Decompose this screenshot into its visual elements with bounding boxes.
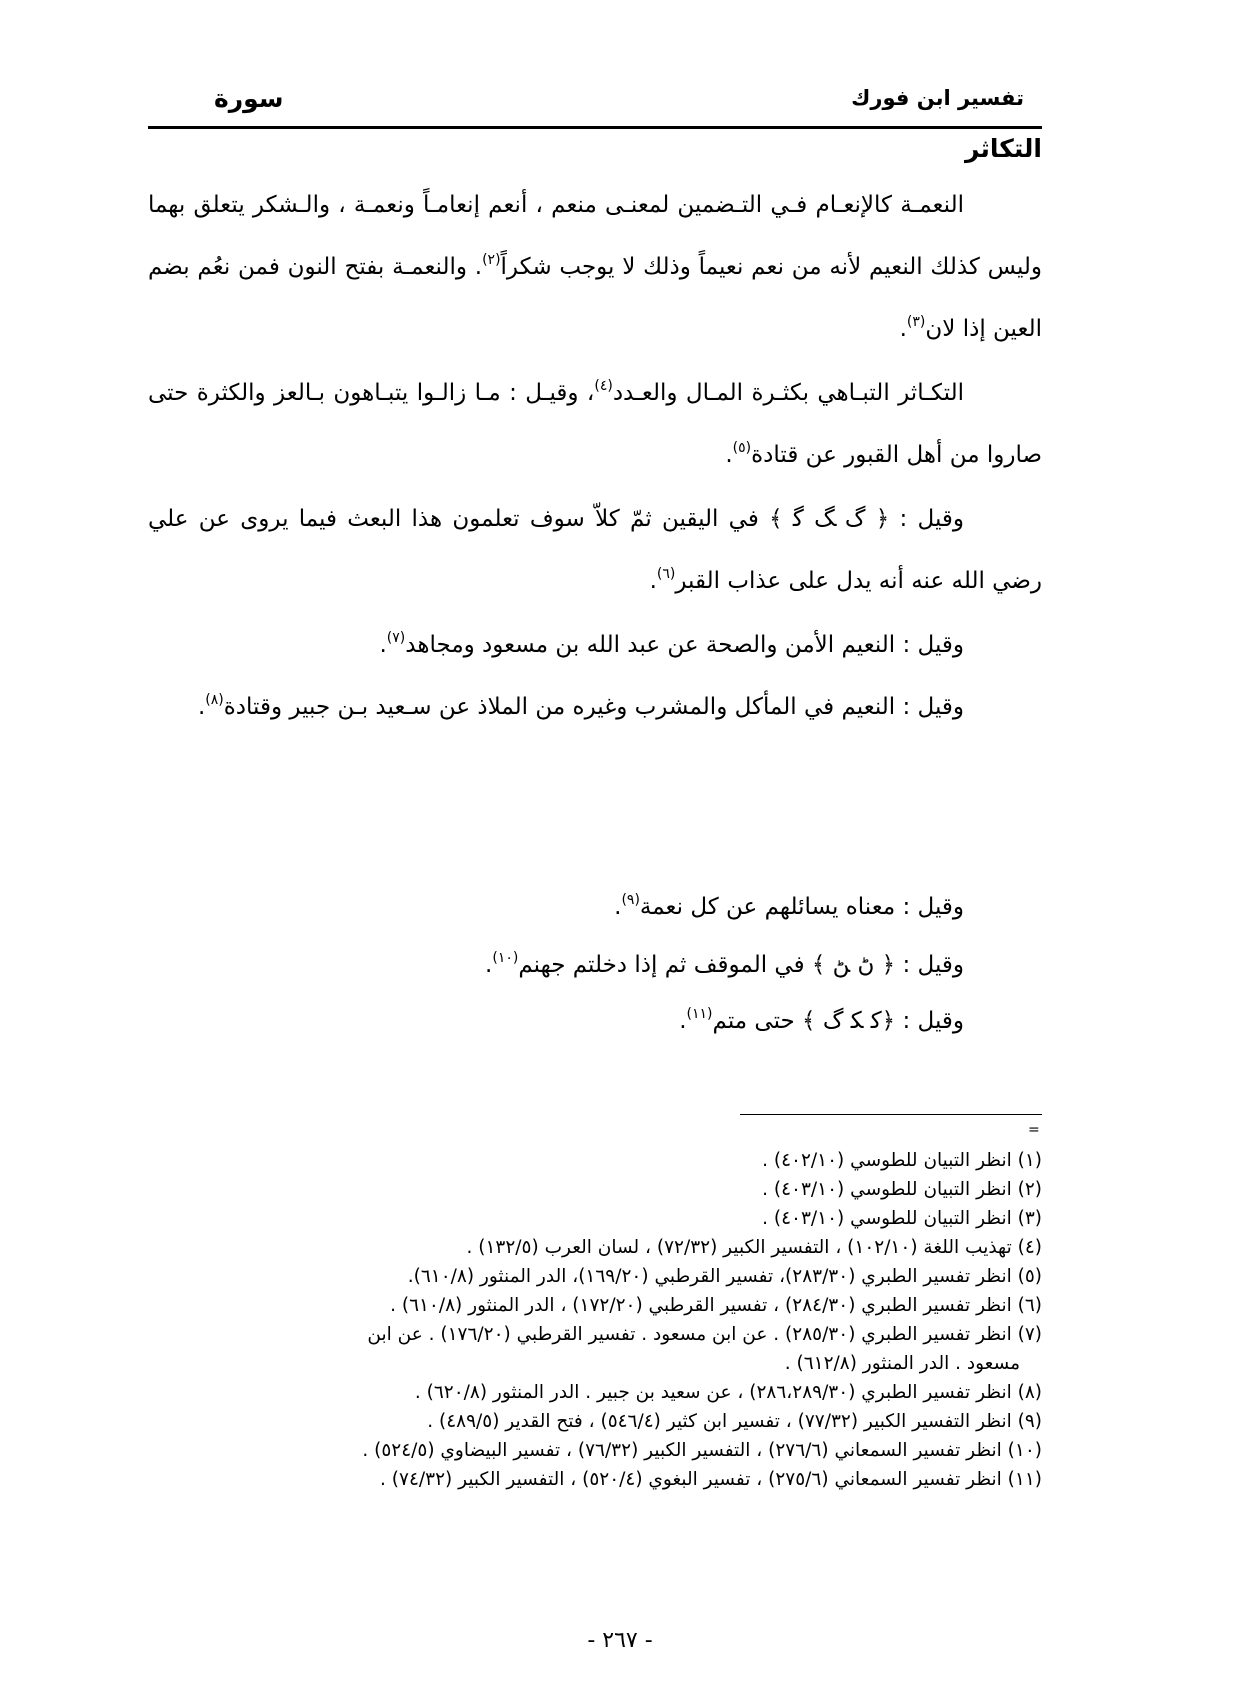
line-end: . [485,952,493,978]
line-end: . [614,894,622,920]
footnotes-list [148,1146,1042,1494]
paragraph-5 [148,676,1042,738]
footnote-item: (٦) انظر تفسير الطبري (٢٨٤/٣٠) ، تفسير القرطبي (١٧٢/٢٠) ، الدر المنثور (٦١٠/٨) . [390,1295,1042,1316]
paragraph-3 [148,488,1042,612]
footnote-item: (٥) انظر تفسير الطبري (٢٨٣/٣٠)، تفسير القرطبي (١٦٩/٢٠)، الدر المنثور (٦١٠/٨). [407,1266,1042,1287]
paragraph-2 [148,362,1042,486]
footnote-ref[interactable]: (١٠) [492,950,519,966]
header-rule [148,126,1042,129]
footnote-ref[interactable]: (١١) [686,1006,713,1022]
footnote-item: (٧) انظر تفسير الطبري (٢٨٥/٣٠) . عن ابن مسعود . تفسير القرطبي (١٧٦/٢٠) . عن ابن [367,1324,1042,1345]
footnote-item: (٩) انظر التفسير الكبير (٧٧/٣٢) ، تفسير ابن كثير (٥٤٦/٤) ، فتح القدير (٤٨٩/٥) . [427,1411,1042,1432]
surah-label: سورة [214,84,284,113]
footnote-ref[interactable]: (٣) [906,314,926,330]
footnote-continuation-marker: = [1028,1122,1040,1138]
paragraph-end: . [649,568,657,594]
footnote-ref[interactable]: (٤) [594,378,613,394]
footnote-item: (١١) انظر تفسير السمعاني (٢٧٥/٦) ، تفسير البغوي (٥٢٠/٤) ، التفسير الكبير (٧٤/٣٢) . [380,1469,1042,1490]
line-end: . [679,1008,687,1034]
paragraph-end: . [197,694,206,720]
paragraph-text: النعمـة كالإنعـام فـي التـضمين لمعنـى منعم ، أنعم إنعامـاً ونعمـة ، والـشكر يتعلق بهما وليس كذلك النعيم لأنه من نعم نعيماً وذلك لا يوجب شكراً [148,192,1043,280]
paragraph-1 [148,174,1042,360]
short-line-3 [679,990,964,1052]
footnote-ref[interactable]: (٢) [482,252,501,268]
footnote-ref[interactable]: (٦) [656,566,676,582]
footnote-ref[interactable]: (٩) [621,892,640,908]
footnote-ref[interactable]: (٧) [386,630,406,646]
short-line-2 [485,934,964,996]
line-text: وقيل : ﴿ﮐ ﮑ ﮒ ﴾ حتى متم [712,1008,964,1034]
footnote-separator [740,1114,1042,1115]
paragraph-text: وقيل : النعيم الأمن والصحة عن عبد الله بن مسعود ومجاهد [405,632,964,658]
paragraph-text: ، وقيـل : مـا زالـوا يتبـاهون بـالعز والكثرة حتى صاروا من أهل القبور عن قتادة [148,380,1042,468]
running-header [148,82,1042,122]
footnote-item: (١) انظر التبيان للطوسي (٤٠٢/١٠) . [762,1150,1042,1171]
footnote-item: (١٠) انظر تفسير السمعاني (٢٧٦/٦) ، التفسير الكبير (٧٦/٣٢) ، تفسير البيضاوي (٥٢٤/٥) . [362,1440,1042,1461]
paragraph-text: التكـاثر التبـاهي بكثـرة المـال والعـدد [612,380,964,406]
paragraph-4 [148,614,1042,676]
surah-name: التكاثر [964,134,1042,163]
line-text: وقيل : ﴿ ﮠ ﮡ ﴾ في الموقف ثم إذا دخلتم جهنم [518,952,964,978]
page-number: - ٢٦٧ - [587,1628,653,1653]
footnote-ref[interactable]: (٨) [205,692,224,708]
footnote-ref[interactable]: (٥) [732,440,752,456]
paragraph-text: وقيل : ﴿ ﮒ ﮓ ﮔ ﴾ في اليقين ثمّ كلاّ سوف تعلمون هذا البعث فيما يروى عن علي رضي الله عنه أنه يدل على عذاب القبر [148,506,1042,594]
paragraph-end: . [725,442,733,468]
footnote-item: (٣) انظر التبيان للطوسي (٤٠٣/١٠) . [762,1208,1042,1229]
footnote-item: (٢) انظر التبيان للطوسي (٤٠٣/١٠) . [762,1179,1042,1200]
paragraph-end: . [379,632,387,658]
footnote-item: (٤) تهذيب اللغة (١٠٢/١٠) ، التفسير الكبير (٧٢/٣٢) ، لسان العرب (١٣٢/٥) . [466,1237,1042,1258]
paragraph-text: وقيل : النعيم في المأكل والمشرب وغيره من الملاذ عن سـعيد بـن جبير وقتادة [223,694,964,720]
paragraph-end: . [899,316,907,342]
footnote-item: (٨) انظر تفسير الطبري (٢٨٦،٢٨٩/٣٠) ، عن سعيد بن جبير . الدر المنثور (٦٢٠/٨) . [414,1382,1042,1403]
short-line-1 [614,876,964,938]
line-text: وقيل : معناه يسائلهم عن كل نعمة [639,894,964,920]
book-title: تفسير ابن فورك [851,86,1024,110]
footnote-continuation: مسعود . الدر المنثور (٦١٢/٨) . [784,1353,1020,1374]
paragraph-text: . والنعمـة بفتح النون فمن نعُم بضم العين إذا لان [148,254,1042,342]
